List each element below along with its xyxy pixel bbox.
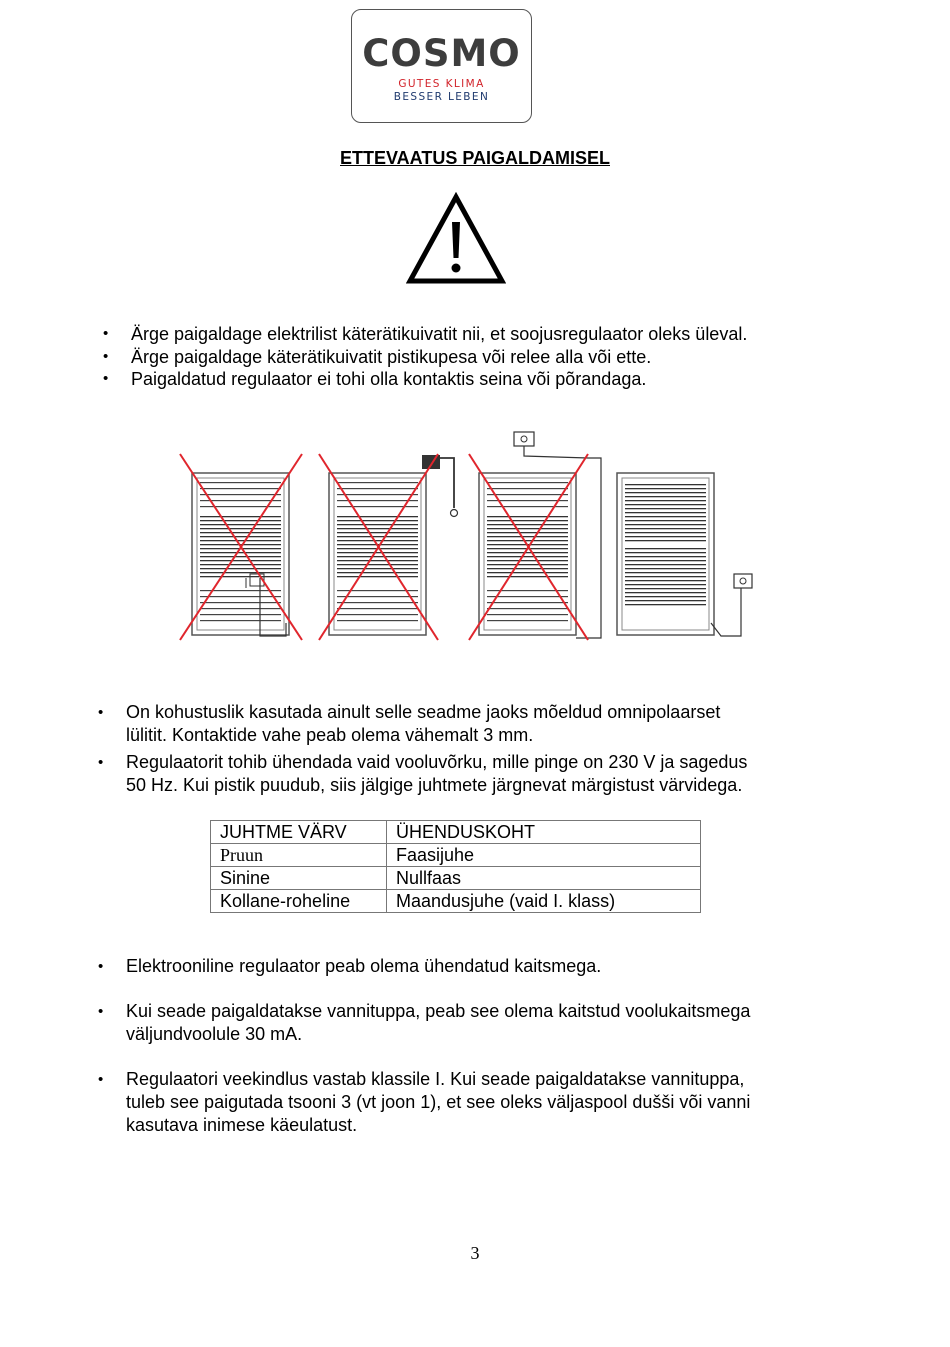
page-number: 3 [470, 1243, 480, 1263]
towel-radiator-icon [479, 458, 601, 638]
list-item [126, 701, 833, 747]
brand-logo [351, 9, 532, 123]
safety-notes [126, 955, 833, 1137]
logo-tagline-1: GUTES KLIMA [398, 78, 485, 90]
electrical-requirements [126, 701, 833, 797]
table-row [211, 890, 701, 913]
table-header-row [211, 821, 701, 844]
page-title: ETTEVAATUS PAIGALDAMISEL [340, 148, 610, 168]
table-cell: Faasijuhe [387, 844, 701, 867]
text-line: • Regulaatorit tohib ühendada vaid vooluvõrku, mille pinge on 230 V ja sagedus [126, 752, 748, 772]
text-line: • On kohustuslik kasutada ainult selle seadme jaoks mõeldud omnipolaarset [126, 702, 721, 722]
logo-wordmark: COSMO [362, 32, 521, 75]
text-line: lülitit. Kontaktide vahe peab olema vähemalt 3 mm. [126, 725, 534, 745]
table-cell: Kollane-roheline [211, 890, 387, 913]
towel-radiator-icon [617, 473, 741, 636]
wall-socket-icon [514, 432, 588, 458]
text-line: • Elektrooniline regulaator peab olema ühendatud kaitsmega. [126, 956, 602, 976]
table-cell: Nullfaas [387, 867, 701, 890]
list-item: • Ärge paigaldage elektrilist käterätikuivatit nii, et soojusregulaator oleks üleval. [131, 323, 851, 346]
text-line: • Kui seade paigaldatakse vannituppa, peab see olema kaitstud voolukaitsmega [126, 1001, 751, 1021]
text-line: • Regulaatori veekindlus vastab klassile I. Kui seade paigaldatakse vannituppa, [126, 1069, 745, 1089]
text-line: 50 Hz. Kui pistik puudub, siis jälgige juhtmete järgnevat märgistust värvidega. [126, 775, 743, 795]
table-header-cell: ÜHENDUSKOHT [387, 821, 701, 844]
list-item: • Paigaldatud regulaator ei tohi olla kontaktis seina või põrandaga. [131, 368, 851, 391]
text-line: väljundvoolule 30 mA. [126, 1024, 303, 1044]
list-item [126, 751, 833, 797]
list-item [126, 1068, 833, 1137]
installation-warnings [131, 323, 851, 391]
list-item [126, 955, 833, 978]
list-item [126, 1000, 833, 1046]
table-cell: Sinine [211, 867, 387, 890]
list-item: • Ärge paigaldage käterätikuivatit pistikupesa või relee alla või ette. [131, 346, 851, 369]
wall-socket-icon [734, 574, 752, 588]
table-cell: Maandusjuhe (vaid I. klass) [387, 890, 701, 913]
table-header-cell: JUHTME VÄRV [211, 821, 387, 844]
table-cell: Pruun [211, 844, 387, 867]
table-row [211, 867, 701, 890]
towel-radiator-icon [329, 455, 458, 635]
warning-triangle-icon [406, 192, 506, 286]
table-row [211, 844, 701, 867]
text-line: kasutava inimese käeulatust. [126, 1115, 358, 1135]
logo-tagline-2: BESSER LEBEN [393, 91, 490, 103]
installation-diagram [176, 428, 756, 648]
wire-color-table [210, 820, 701, 913]
text-line: tuleb see paigutada tsooni 3 (vt joon 1), et see oleks väljaspool dušši või vanni [126, 1092, 751, 1112]
